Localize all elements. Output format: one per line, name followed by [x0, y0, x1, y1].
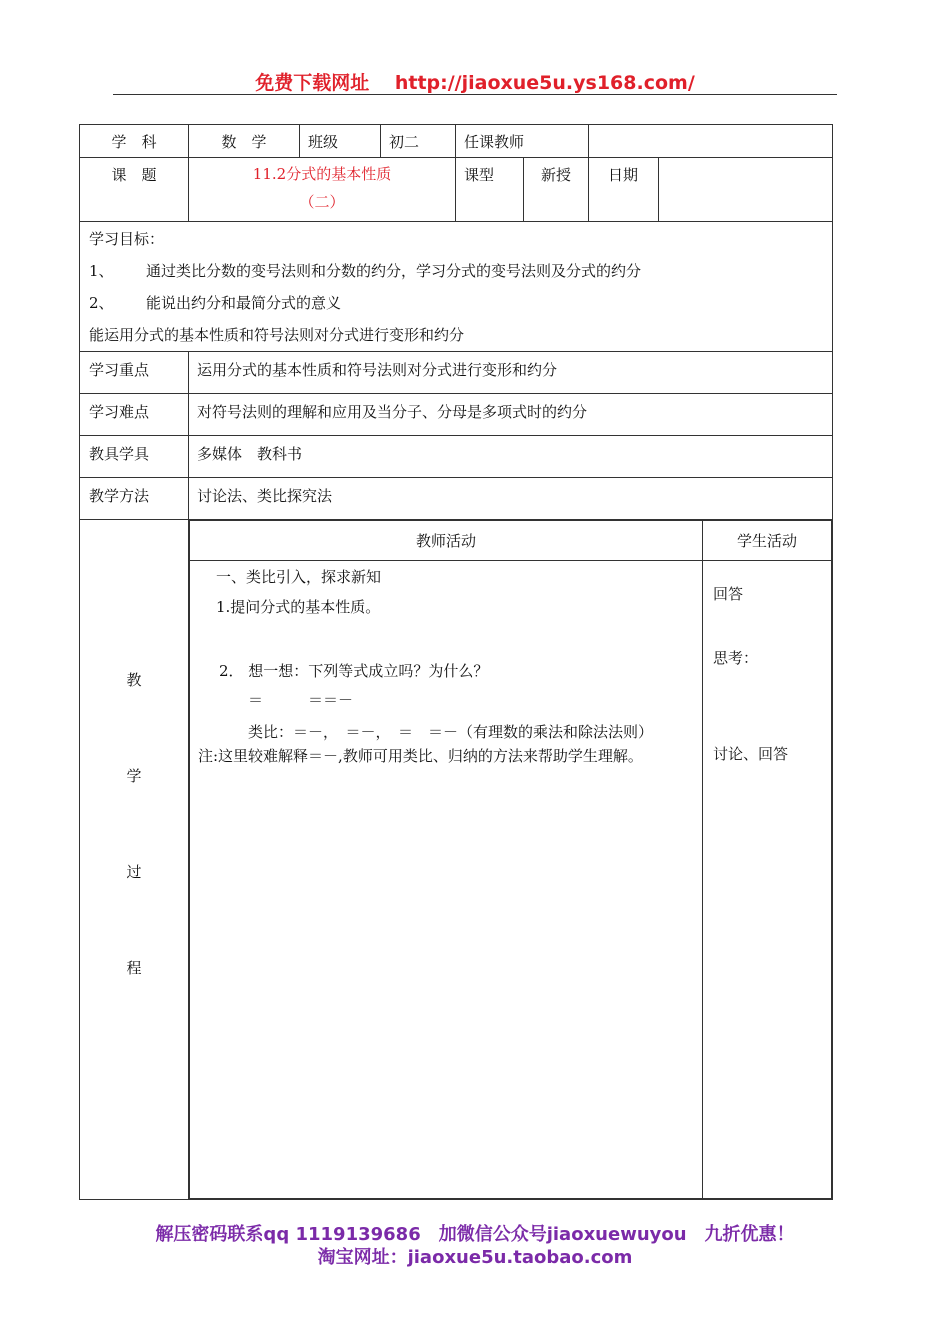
lesson-title-line1: 11.2分式的基本性质: [252, 165, 392, 183]
activity-table: [189, 520, 832, 1199]
process-area: [189, 520, 833, 1200]
goal-number: 1、: [89, 262, 114, 280]
teaching-tools-label: 教具学具: [80, 436, 189, 478]
key-point-label: 学习重点: [80, 352, 189, 394]
footer-shop-url[interactable]: 淘宝网址：jiaoxue5u.taobao.com: [317, 1247, 633, 1268]
goal-text: 通过类比分数的变号法则和分数的约分，学习分式的变号法则及分式的约分: [146, 262, 642, 280]
side-char: 过: [126, 863, 142, 881]
goals-extra: 能运用分式的基本性质和符号法则对分式进行变形和约分: [89, 326, 465, 344]
site-header: [0, 68, 950, 95]
teaching-tools-value: 多媒体 教科书: [189, 436, 833, 478]
type-label: 课型: [456, 158, 524, 222]
site-url-link[interactable]: http://jiaoxue5u.ys168.com/: [394, 72, 695, 94]
lesson-title-line2: （二）: [299, 193, 345, 211]
student-think: 思考：: [713, 649, 759, 667]
side-char: 程: [126, 959, 142, 977]
goal-number: 2、: [89, 294, 114, 312]
student-activity-content: [703, 561, 832, 1199]
difficult-point-label: 学习难点: [80, 394, 189, 436]
learning-goals: [80, 222, 833, 352]
side-char: 教: [126, 671, 142, 689]
goal-item: [80, 255, 832, 287]
topic-label: 课 题: [80, 158, 189, 222]
subject-value: 数 学: [189, 125, 300, 158]
student-activity-header: 学生活动: [703, 521, 832, 561]
class-label: 班级: [300, 125, 381, 158]
teacher-label: 任课教师: [456, 125, 589, 158]
date-label: 日期: [589, 158, 659, 222]
equation-line: ＝ ＝＝－: [248, 691, 354, 709]
lesson-title: [189, 158, 456, 222]
key-point-value: 运用分式的基本性质和符号法则对分式进行变形和约分: [189, 352, 833, 394]
teaching-method-label: 教学方法: [80, 478, 189, 520]
student-discuss: 讨论、回答: [713, 745, 789, 763]
side-char: 学: [126, 767, 142, 785]
type-value: 新授: [524, 158, 589, 222]
teacher-activity-content: [190, 561, 703, 1199]
header-divider: [113, 94, 837, 95]
analogy-line: 类比：＝－， ＝－， ＝ ＝－（有理数的乘法和除法法则）: [248, 723, 654, 741]
question-1: 1.提问分式的基本性质。: [216, 598, 381, 616]
footer-contact: 解压密码联系qq 1119139686 加微信公众号jiaoxuewuyou 九折优惠！: [155, 1224, 795, 1245]
subject-label: 学 科: [80, 125, 189, 158]
student-answer: 回答: [713, 585, 744, 603]
question-2: 2． 想一想：下列等式成立吗？为什么？: [219, 662, 489, 680]
note-line: 注:这里较难解释＝－,教师可用类比、归纳的方法来帮助学生理解。: [198, 747, 643, 765]
class-value: 初二: [381, 125, 456, 158]
lesson-plan-table: [79, 124, 833, 1200]
goal-item: [80, 287, 832, 319]
process-side-label: [80, 520, 189, 1200]
goals-heading: 学习目标：: [89, 230, 165, 248]
teacher-value: [589, 125, 833, 158]
teaching-method-value: 讨论法、类比探究法: [189, 478, 833, 520]
date-value: [659, 158, 833, 222]
section-heading: 一、类比引入，探求新知: [216, 568, 382, 586]
site-label: 免费下载网址: [255, 72, 370, 94]
teacher-activity-header: 教师活动: [190, 521, 703, 561]
goal-text: 能说出约分和最简分式的意义: [146, 294, 342, 312]
difficult-point-value: 对符号法则的理解和应用及当分子、分母是多项式时的约分: [189, 394, 833, 436]
